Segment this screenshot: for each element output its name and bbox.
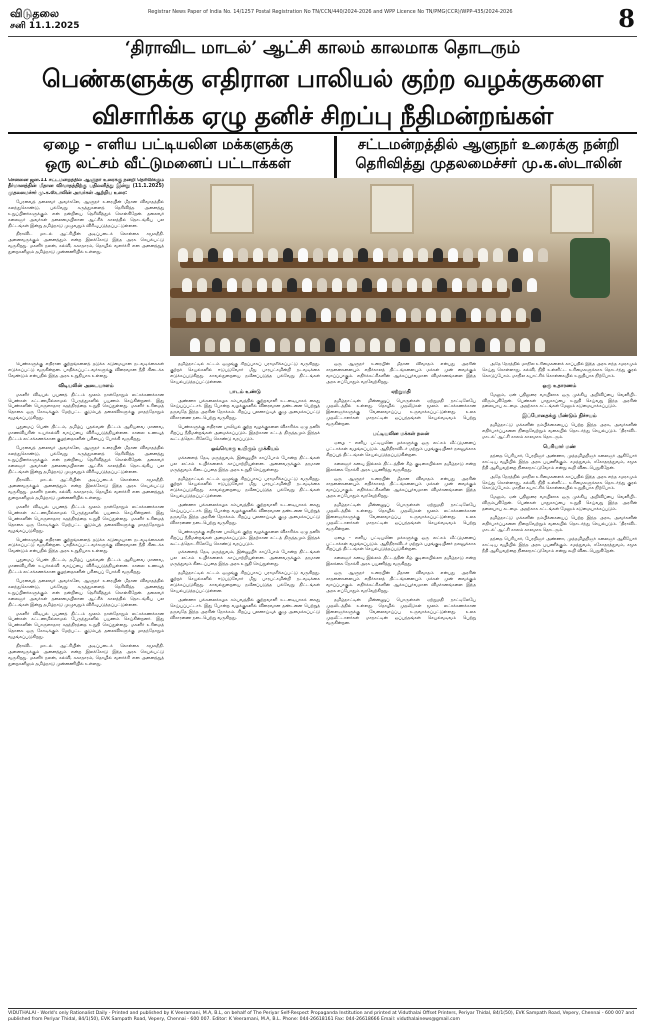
- photo-person: [223, 248, 233, 262]
- photo-person: [283, 248, 293, 262]
- article-paragraph: மகளிர் விடியல் பயணத் திட்டம் மூலம் நாள்தோறும் லட்சக்கணக்கான பெண்கள் கட்டணமில்லாமல் பேருந்துகளில் பயணம் செய்கின்றனர். இது பெண்களின் பொருளாதார சுதந்திரத்தை உறுதி செய்துள்ளது. மகளிர் உரிமைத் தொகை ஒரு கோடிக்கும் மேற்பட்ட குடும்பத் தலைவிகளுக்கு மாதந்தோறும் வழங்கப்படுகிறது.: [8, 392, 164, 422]
- photo-person: [396, 308, 406, 322]
- photo-person: [433, 248, 443, 262]
- photo-person: [501, 308, 511, 322]
- article-paragraph: பெண்களுக்கு எதிரான பாலியல் குற்ற வழக்குகளை விசாரிக்க ஏழு தனிச் சிறப்பு நீதிமன்றங்கள் அமைக்கப்படும். இதற்கான சட்டத் திருத்தமும் இந்தக் கூட்டத்தொடரிலேயே கொண்டு வரப்படும்.: [170, 425, 320, 442]
- article-column-1a: [8, 178, 164, 358]
- subhead-right: சட்டமன்றத்தில் ஆளுநர் உரைக்கு நன்றி தெரிவித்து முதலமைச்சர் மு.க.ஸ்டாலின்: [334, 136, 640, 193]
- article-paragraph: பேரவைத் தலைவர் அவர்களே, ஆளுநர் உரையின் மீதான விவாதத்தில் கலந்துகொண்டு, பல்வேறு கருத்துகளைத் தெரிவித்த அனைத்து உறுப்பினர்களுக்கும் என் நன்றியை தெரிவித்துக் கொள்கிறேன். தலைவர் கலைஞர் அவர்கள் தலைமையிலான ஆட்சிக் காலத்தில் தொடங்கிய பல திட்டங்கள் இன்று தமிழ்நாடு முழுவதும் விரிவுபடுத்தப்பட்டுள்ளன.: [8, 445, 164, 475]
- photo-person: [332, 278, 342, 292]
- photo-person: [287, 278, 297, 292]
- photo-person: [505, 338, 515, 352]
- article-lead: சென்னை ஜன.11 சட்டமன்றத்தில் ஆளுநர் உரைக்கு நன்றி தெரிவிக்கும் தீர்மானத்தின் மீதான விவாதத்திற்கு பதிலளித்து இன்று (11.1.2025) முதலமைச்சர் மு.க.ஸ்டாலின் அவர்கள் ஆற்றிய உரை:: [8, 178, 164, 196]
- photo-person: [460, 338, 470, 352]
- photo-person: [486, 308, 496, 322]
- article-subheading: ஏற்றுமதி: [391, 388, 411, 395]
- article-subheading: பெரியார் மண்: [543, 443, 576, 450]
- imprint-footer: VIDUTHALAI - World's only Rationalist Daily - Printed and published by K Veeramani, M.A, B.L, on behalf of The Periyar Self-Respect Propaganda Institution and printed at Viduthalai Offset Printers, Periyar Thidal, 84/1(50), EVK Sampath Road, Vepery, Chennai - 600 007 and published from Periyar Thidal, 84/1(50), EVK Sampath Road, Vepery, Chennai - 600 007. Editor: K Veeramani, M.A, B.L. Phone: 044-26618161 Fax: 044-26618666 Email: viduthalainews@gmail.com: [8, 1008, 637, 1023]
- photo-person: [377, 278, 387, 292]
- article-paragraph: பெண்களுக்கு எதிரான குற்றங்களைத் தடுக்க கடுமையான நடவடிக்கைகள் எடுக்கப்பட்டு வருகின்றன. பாதிக்கப்பட்டவர்களுக்கு விரைவான நீதி கிடைக்க வேண்டும் என்பதில் இந்த அரசு உறுதியாக உள்ளது.: [8, 362, 164, 379]
- photo-person: [182, 278, 192, 292]
- photo-person: [313, 248, 323, 262]
- photo-person: [208, 248, 218, 262]
- article-paragraph: பேரவைத் தலைவர் அவர்களே, ஆளுநர் உரையின் மீதான விவாதத்தில் கலந்துகொண்டு, பல்வேறு கருத்துகளைத் தெரிவித்த அனைத்து உறுப்பினர்களுக்கும் என் நன்றியை தெரிவித்துக் கொள்கிறேன். தலைவர் கலைஞர் அவர்கள் தலைமையிலான ஆட்சிக் காலத்தில் தொடங்கிய பல திட்டங்கள் இன்று தமிழ்நாடு முழுவதும் விரிவுபடுத்தப்பட்டுள்ளன.: [8, 199, 164, 229]
- photo-person: [535, 338, 545, 352]
- article-paragraph: மேலும், ஏன் பதிலுரை வாயிலாக ஒரு முக்கிய அறிவிப்பை வெளியிட விரும்புகிறேன். பெண்கள் பாதுகாப்பை உறுதி செய்வது இந்த அரசின் தலையாய கடமை. அதற்காக சட்டங்கள் மேலும் கடுமையாக்கப்படும்.: [482, 392, 637, 410]
- masthead: [8, 6, 637, 37]
- photo-person: [325, 338, 335, 352]
- photo-person: [190, 338, 200, 352]
- photo-person: [430, 338, 440, 352]
- photo-person: [295, 338, 305, 352]
- photo-person: [475, 338, 485, 352]
- photo-person: [235, 338, 245, 352]
- article-paragraph: தமிழ்நாட்டில் சட்டம் ஒழுங்கு சிறப்பாகப் பராமரிக்கப்பட்டு வருகிறது. குற்றச் செயல்களில் ஈடுபடுவோர் மீது பாரபட்சமின்றி நடவடிக்கை எடுக்கப்படுகிறது. காவல்துறையை நவீனப்படுத்த பல்வேறு திட்டங்கள் செயல்படுத்தப்பட்டுள்ளன.: [170, 476, 320, 500]
- article-paragraph: அண்ணா பல்கலைக்கழக சம்பவத்தில் குற்றவாளி உடனடியாகக் கைது செய்யப்பட்டார். இது போன்ற வழக்குகளில் விரைவான தண்டனை பெற்றுத் தருவதே இந்த அரசின் நோக்கம். சிறப்பு புலனாய்வுக் குழு அமைக்கப்பட்டு விசாரணை நடைபெற்று வருகிறது.: [170, 597, 320, 621]
- article-paragraph: ஏழை – எளிய பட்டியலின மக்களுக்கு ஒரு லட்சம் வீட்டுமனைப் பட்டாக்கள் வழங்கப்படும். ஆதிதிராவிடர் மற்றும் பழங்குடியினர் நலனுக்காக சிறப்புத் திட்டங்கள் செயல்படுத்தப்படுகின்றன.: [326, 440, 476, 458]
- article-paragraph: பேரவைத் தலைவர் அவர்களே, ஆளுநர் உரையின் மீதான விவாதத்தில் கலந்துகொண்டு, பல்வேறு கருத்துகளைத் தெரிவித்த அனைத்து உறுப்பினர்களுக்கும் என் நன்றியை தெரிவித்துக் கொள்கிறேன். தலைவர் கலைஞர் அவர்கள் தலைமையிலான ஆட்சிக் காலத்தில் தொடங்கிய பல திட்டங்கள் இன்று தமிழ்நாடு முழுவதும் விரிவுபடுத்தப்பட்டுள்ளன.: [8, 579, 164, 608]
- photo-person: [306, 308, 316, 322]
- photo-person: [467, 278, 477, 292]
- photo-person: [276, 308, 286, 322]
- article-paragraph: ஒரு ஆளுநர் உரையின் மீதான விவாதம் என்பது அரசின் சாதனைகளையும் எதிர்காலத் திட்டங்களையும் மக்கள் முன் வைக்கும் வாய்ப்பாகும். எதிர்க்கட்சிகளின் ஆக்கப்பூர்வமான விமர்சனங்களை இந்த அரசு எப்போதும் வரவேற்கிறது.: [326, 571, 476, 594]
- subhead-rule: [8, 132, 637, 134]
- photo-person: [362, 278, 372, 292]
- article-paragraph: மகளிர் விடியல் பயணத் திட்டம் மூலம் நாள்தோறும் லட்சக்கணக்கான பெண்கள் கட்டணமில்லாமல் பேருந்துகளில் பயணம் செய்கின்றனர். இது பெண்களின் பொருளாதார சுதந்திரத்தை உறுதி செய்துள்ளது. மகளிர் உரிமைத் தொகை ஒரு கோடிக்கும் மேற்பட்ட குடும்பத் தலைவிகளுக்கு மாதந்தோறும் வழங்கப்படுகிறது.: [8, 505, 164, 534]
- photo-person: [493, 248, 503, 262]
- assembly-photo: [170, 178, 637, 356]
- photo-person: [212, 278, 222, 292]
- article-paragraph: ஏழை – எளிய பட்டியலின மக்களுக்கு ஒரு லட்சம் வீட்டுமனைப் பட்டாக்கள் வழங்கப்படும். ஆதிதிராவிடர் மற்றும் பழங்குடியினர் நலனுக்காக சிறப்புத் திட்டங்கள் செயல்படுத்தப்படுகின்றன.: [326, 535, 476, 553]
- photo-person: [261, 308, 271, 322]
- photo-person: [205, 338, 215, 352]
- article-paragraph: அதே நேரத்தில் மாநில உரிமைகளைக் காப்பதில் இந்த அரசு எந்த சமரசமும் செய்து கொள்ளாது. கல்வி, நிதி உள்ளிட்ட உரிமைகளுக்காக தொடர்ந்து குரல் கொடுப்போம். மாநில சுயாட்சிக் கொள்கையில் உறுதியாக நிற்போம்.: [482, 362, 637, 379]
- article-subheading: பாடம் உண்டு: [229, 388, 261, 395]
- issue-date: சனி 11.1.2025: [10, 21, 80, 31]
- photo-person: [216, 308, 226, 322]
- photo-person: [516, 308, 526, 322]
- photo-person: [328, 248, 338, 262]
- photo-person: [336, 308, 346, 322]
- photo-person: [253, 248, 263, 262]
- photo-person: [463, 248, 473, 262]
- article-paragraph: தந்தை பெரியார், பேரறிஞர் அண்ணா, முத்தமிழறிஞர் கலைஞர் ஆகியோர் காட்டிய வழியில் இந்த அரசு பயணிக்கும். சமத்துவம், சகோதரத்துவம், சமூக நீதி ஆகியவற்றை நிலைநாட்டுவோம் என்று கூறி விடைபெறுகிறேன்.: [482, 453, 637, 471]
- article-paragraph: தமிழ்நாட்டில் சட்டம் ஒழுங்கு சிறப்பாகப் பராமரிக்கப்பட்டு வருகிறது. குற்றச் செயல்களில் ஈடுபடுவோர் மீது பாரபட்சமின்றி நடவடிக்கை எடுக்கப்படுகிறது. காவல்துறையை நவீனப்படுத்த பல்வேறு திட்டங்கள் செயல்படுத்தப்பட்டுள்ளன.: [170, 362, 320, 385]
- photo-person: [272, 278, 282, 292]
- article-subheading: ஒரு உதாரணம்: [542, 382, 577, 389]
- photo-person: [448, 248, 458, 262]
- photo-person: [456, 308, 466, 322]
- photo-person: [340, 338, 350, 352]
- photo-person: [257, 278, 267, 292]
- article-column-4: [482, 362, 637, 1002]
- photo-person: [452, 278, 462, 292]
- article-paragraph: தமிழ்நாட்டு மக்களின் நம்பிக்கையைப் பெற்ற இந்த அரசு, அவர்களின் எதிர்பார்ப்புகளை நிறைவேற்றும் வகையில் தொடர்ந்து செயல்படும். ‘திராவிட மாடல்’ ஆட்சி காலம் காலமாக தொடரும்.: [482, 423, 637, 441]
- photo-person: [268, 248, 278, 262]
- photo-person: [310, 338, 320, 352]
- article-paragraph: ஒரு ஆளுநர் உரையின் மீதான விவாதம் என்பது அரசின் சாதனைகளையும் எதிர்காலத் திட்டங்களையும் மக்கள் முன் வைக்கும் வாய்ப்பாகும். எதிர்க்கட்சிகளின் ஆக்கப்பூர்வமான விமர்சனங்களை இந்த அரசு எப்போதும் வரவேற்கிறது.: [326, 476, 476, 500]
- article-paragraph: தமிழ்நாட்டு மக்களின் நம்பிக்கையைப் பெற்ற இந்த அரசு, அவர்களின் எதிர்பார்ப்புகளை நிறைவேற்றும் வகையில் தொடர்ந்து செயல்படும். ‘திராவிட மாடல்’ ஆட்சி காலம் காலமாக தொடரும்.: [482, 516, 637, 533]
- article-column-1: [8, 362, 164, 1002]
- article-paragraph: ஒரு ஆளுநர் உரையின் மீதான விவாதம் என்பது அரசின் சாதனைகளையும் எதிர்காலத் திட்டங்களையும் மக்கள் முன் வைக்கும் வாய்ப்பாகும். எதிர்க்கட்சிகளின் ஆக்கப்பூர்வமான விமர்சனங்களை இந்த அரசு எப்போதும் வரவேற்கிறது.: [326, 362, 476, 385]
- photo-person: [385, 338, 395, 352]
- article-subheading: இப்போதைக்கு மீண்டும் நிச்சயம்: [522, 413, 597, 420]
- photo-person: [441, 308, 451, 322]
- main-headline: பெண்களுக்கு எதிரான பாலியல் குற்ற வழக்குகளை விசாரிக்க ஏழு தனிச் சிறப்பு நீதிமன்றங்கள்: [41, 64, 604, 130]
- article-subheading: ஒவ்வொரு உயிரும் முக்கியம்: [211, 445, 279, 452]
- photo-person: [523, 248, 533, 262]
- article-paragraph: புதுமைப் பெண் திட்டம், தமிழ்ப் புதல்வன் திட்டம் ஆகியவை மாணவ, மாணவியரின் உயர்கல்வி வாய்ப்பை விரிவுபடுத்தியுள்ளன. காலை உணவுத் திட்டம் லட்சக்கணக்கான குழந்தைகளின் பசியைப் போக்கி வருகிறது.: [8, 558, 164, 576]
- article-paragraph: மேலும், ஏன் பதிலுரை வாயிலாக ஒரு முக்கிய அறிவிப்பை வெளியிட விரும்புகிறேன். பெண்கள் பாதுகாப்பை உறுதி செய்வது இந்த அரசின் தலையாய கடமை. அதற்காக சட்டங்கள் மேலும் கடுமையாக்கப்படும்.: [482, 495, 637, 513]
- photo-person: [437, 278, 447, 292]
- article-paragraph: மக்களைத் தேடி மருத்துவம், இன்னுயிர் காப்போம் போன்ற திட்டங்கள் பல லட்சம் உயிர்களைக் காப்பாற்றியுள்ளன. அனைவருக்கும் தரமான மருத்துவம் கிடைப்பதை இந்த அரசு உறுதி செய்துள்ளது.: [170, 550, 320, 568]
- page-number: 8: [618, 4, 635, 33]
- photo-person: [355, 338, 365, 352]
- photo-person: [280, 338, 290, 352]
- photo-window: [370, 184, 414, 234]
- photo-person: [508, 248, 518, 262]
- photo-person: [407, 278, 417, 292]
- photo-person: [366, 308, 376, 322]
- article-paragraph: பெண்களுக்கு எதிரான குற்றங்களைத் தடுக்க கடுமையான நடவடிக்கைகள் எடுக்கப்பட்டு வருகின்றன. பாதிக்கப்பட்டவர்களுக்கு விரைவான நீதி கிடைக்க வேண்டும் என்பதில் இந்த அரசு உறுதியாக உள்ளது.: [8, 537, 164, 555]
- photo-person: [302, 278, 312, 292]
- photo-person: [227, 278, 237, 292]
- photo-person: [370, 338, 380, 352]
- photo-person: [347, 278, 357, 292]
- newspaper-logo: விடுதலை: [10, 7, 60, 20]
- article-subheading: விடியலின் அடையாளம்: [58, 382, 114, 389]
- article-paragraph: தந்தை பெரியார், பேரறிஞர் அண்ணா, முத்தமிழறிஞர் கலைஞர் ஆகியோர் காட்டிய வழியில் இந்த அரசு பயணிக்கும். சமத்துவம், சகோதரத்துவம், சமூக நீதி ஆகியவற்றை நிலைநாட்டுவோம் என்று கூறி விடைபெறுகிறேன்.: [482, 536, 637, 554]
- article-paragraph: தமிழ்நாட்டில் சட்டம் ஒழுங்கு சிறப்பாகப் பராமரிக்கப்பட்டு வருகிறது. குற்றச் செயல்களில் ஈடுபடுவோர் மீது பாரபட்சமின்றி நடவடிக்கை எடுக்கப்படுகிறது. காவல்துறையை நவீனப்படுத்த பல்வேறு திட்டங்கள் செயல்படுத்தப்பட்டுள்ளன.: [170, 571, 320, 594]
- photo-person: [418, 248, 428, 262]
- headline-kicker: ‘திராவிட மாடல்’ ஆட்சி காலம் காலமாக தொடரும்: [124, 38, 521, 58]
- photo-person: [490, 338, 500, 352]
- article-paragraph: கலைஞர் கனவு இல்லம் திட்டத்தின் கீழ் குடிசையில்லா தமிழ்நாடு என்ற இலக்கை நோக்கி அரசு பயணித்து வருகிறது.: [326, 461, 476, 473]
- article-paragraph: கலைஞர் கனவு இல்லம் திட்டத்தின் கீழ் குடிசையில்லா தமிழ்நாடு என்ற இலக்கை நோக்கி அரசு பயணித்து வருகிறது.: [326, 556, 476, 568]
- article-paragraph: திராவிட மாடல் ஆட்சியின் அடிப்படைக் கொள்கை சமூகநீதி. அனைவருக்கும் அனைத்தும் என்ற இலக்கோடு இந்த அரசு செயல்பட்டு வருகிறது. மகளிர் நலன், கல்வி, சுகாதாரம், தொழில் வளர்ச்சி என அனைத்துத் துறைகளிலும் தமிழ்நாடு முன்னணியில் உள்ளது.: [8, 644, 164, 667]
- photo-person: [415, 338, 425, 352]
- article-paragraph: பெண்களுக்கு எதிரான பாலியல் குற்ற வழக்குகளை விசாரிக்க ஏழு தனிச் சிறப்பு நீதிமன்றங்கள் அமைக்கப்படும். இதற்கான சட்டத் திருத்தமும் இந்தக் கூட்டத்தொடரிலேயே கொண்டு வரப்படும்.: [170, 529, 320, 547]
- article-column-2: [170, 362, 320, 1002]
- photo-person: [351, 308, 361, 322]
- photo-person: [403, 248, 413, 262]
- photo-person: [321, 308, 331, 322]
- photo-person: [193, 248, 203, 262]
- article-paragraph: அண்ணா பல்கலைக்கழக சம்பவத்தில் குற்றவாளி உடனடியாகக் கைது செய்யப்பட்டார். இது போன்ற வழக்குகளில் விரைவான தண்டனை பெற்றுத் தருவதே இந்த அரசின் நோக்கம். சிறப்பு புலனாய்வுக் குழு அமைக்கப்பட்டு விசாரணை நடைபெற்று வருகிறது.: [170, 398, 320, 422]
- photo-person: [538, 248, 548, 262]
- photo-person: [197, 278, 207, 292]
- photo-person: [343, 248, 353, 262]
- photo-person: [250, 338, 260, 352]
- article-paragraph: தமிழ்நாட்டின் மின்னணுப் பொருள்கள் ஏற்றுமதி நாட்டிலேயே முதலிடத்தில் உள்ளது. தொழில் முதலீடுகள் மூலம் லட்சக்கணக்கான இளைஞர்களுக்கு வேலைவாய்ப்பு உருவாக்கப்பட்டுள்ளது. உலக முதலீட்டாளர்கள் மாநாட்டின் ஒப்பந்தங்கள் செயல்வடிவம் பெற்று வருகின்றன.: [326, 597, 476, 627]
- registration-line: Registrar News Paper of India No. 14/1257 Postal Registration No TN/CCN/440/2024-2026 and WPP Licence No TN/PMG(CCR)/WPP-435/2024-2026: [148, 9, 513, 15]
- photo-person: [242, 278, 252, 292]
- article-paragraph: திராவிட மாடல் ஆட்சியின் அடிப்படைக் கொள்கை சமூகநீதி. அனைவருக்கும் அனைத்தும் என்ற இலக்கோடு இந்த அரசு செயல்பட்டு வருகிறது. மகளிர் நலன், கல்வி, சுகாதாரம், தொழில் வளர்ச்சி என அனைத்துத் துறைகளிலும் தமிழ்நாடு முன்னணியில் உள்ளது.: [8, 232, 164, 256]
- photo-person: [291, 308, 301, 322]
- photo-person: [231, 308, 241, 322]
- article-subheading: பட்டியலின மக்கள் நலன்: [372, 431, 430, 438]
- photo-person: [520, 338, 530, 352]
- article-paragraph: அதே நேரத்தில் மாநில உரிமைகளைக் காப்பதில் இந்த அரசு எந்த சமரசமும் செய்து கொள்ளாது. கல்வி, நிதி உள்ளிட்ட உரிமைகளுக்காக தொடர்ந்து குரல் கொடுப்போம். மாநில சுயாட்சிக் கொள்கையில் உறுதியாக நிற்போம்.: [482, 474, 637, 492]
- photo-person: [400, 338, 410, 352]
- photo-person: [392, 278, 402, 292]
- photo-person: [381, 308, 391, 322]
- article-paragraph: தமிழ்நாட்டின் மின்னணுப் பொருள்கள் ஏற்றுமதி நாட்டிலேயே முதலிடத்தில் உள்ளது. தொழில் முதலீடுகள் மூலம் லட்சக்கணக்கான இளைஞர்களுக்கு வேலைவாய்ப்பு உருவாக்கப்பட்டுள்ளது. உலக முதலீட்டாளர்கள் மாநாட்டின் ஒப்பந்தங்கள் செயல்வடிவம் பெற்று வருகின்றன.: [326, 398, 476, 428]
- photo-speaker-chair: [570, 238, 610, 298]
- photo-person: [178, 248, 188, 262]
- article-paragraph: அண்ணா பல்கலைக்கழக சம்பவத்தில் குற்றவாளி உடனடியாகக் கைது செய்யப்பட்டார். இது போன்ற வழக்குகளில் விரைவான தண்டனை பெற்றுத் தருவதே இந்த அரசின் நோக்கம். சிறப்பு புலனாய்வுக் குழு அமைக்கப்பட்டு விசாரணை நடைபெற்று வருகிறது.: [170, 503, 320, 526]
- photo-person: [373, 248, 383, 262]
- photo-person: [186, 308, 196, 322]
- photo-person: [426, 308, 436, 322]
- photo-person: [422, 278, 432, 292]
- photo-person: [497, 278, 507, 292]
- photo-person: [531, 308, 541, 322]
- photo-person: [317, 278, 327, 292]
- photo-person: [358, 248, 368, 262]
- photo-person: [482, 278, 492, 292]
- photo-person: [238, 248, 248, 262]
- article-column-3: [326, 362, 476, 1002]
- photo-person: [201, 308, 211, 322]
- photo-window: [210, 184, 254, 234]
- photo-person: [471, 308, 481, 322]
- article-paragraph: மகளிர் விடியல் பயணத் திட்டம் மூலம் நாள்தோறும் லட்சக்கணக்கான பெண்கள் கட்டணமில்லாமல் பேருந்துகளில் பயணம் செய்கின்றனர். இது பெண்களின் பொருளாதார சுதந்திரத்தை உறுதி செய்துள்ளது. மகளிர் உரிமைத் தொகை ஒரு கோடிக்கும் மேற்பட்ட குடும்பத் தலைவிகளுக்கு மாதந்தோறும் வழங்கப்படுகிறது.: [8, 611, 164, 641]
- photo-person: [388, 248, 398, 262]
- photo-person: [298, 248, 308, 262]
- article-paragraph: தமிழ்நாட்டின் மின்னணுப் பொருள்கள் ஏற்றுமதி நாட்டிலேயே முதலிடத்தில் உள்ளது. தொழில் முதலீடுகள் மூலம் லட்சக்கணக்கான இளைஞர்களுக்கு வேலைவாய்ப்பு உருவாக்கப்பட்டுள்ளது. உலக முதலீட்டாளர்கள் மாநாட்டின் ஒப்பந்தங்கள் செயல்வடிவம் பெற்று வருகின்றன.: [326, 503, 476, 532]
- article-paragraph: மக்களைத் தேடி மருத்துவம், இன்னுயிர் காப்போம் போன்ற திட்டங்கள் பல லட்சம் உயிர்களைக் காப்பாற்றியுள்ளன. அனைவருக்கும் தரமான மருத்துவம் கிடைப்பதை இந்த அரசு உறுதி செய்துள்ளது.: [170, 455, 320, 473]
- subhead-left: ஏழை – எளிய பட்டியலின மக்களுக்கு ஒரு லட்சம் வீட்டுமனைப் பட்டாக்கள்: [42, 137, 294, 172]
- article-paragraph: திராவிட மாடல் ஆட்சியின் அடிப்படைக் கொள்கை சமூகநீதி. அனைவருக்கும் அனைத்தும் என்ற இலக்கோடு இந்த அரசு செயல்பட்டு வருகிறது. மகளிர் நலன், கல்வி, சுகாதாரம், தொழில் வளர்ச்சி என அனைத்துத் துறைகளிலும் தமிழ்நாடு முன்னணியில் உள்ளது.: [8, 478, 164, 502]
- article-paragraph: புதுமைப் பெண் திட்டம், தமிழ்ப் புதல்வன் திட்டம் ஆகியவை மாணவ, மாணவியரின் உயர்கல்வி வாய்ப்பை விரிவுபடுத்தியுள்ளன. காலை உணவுத் திட்டம் லட்சக்கணக்கான குழந்தைகளின் பசியைப் போக்கி வருகிறது.: [8, 425, 164, 442]
- photo-window: [550, 184, 594, 234]
- photo-person: [411, 308, 421, 322]
- photo-person: [246, 308, 256, 322]
- photo-person: [512, 278, 522, 292]
- photo-person: [220, 338, 230, 352]
- photo-person: [527, 278, 537, 292]
- photo-person: [445, 338, 455, 352]
- photo-person: [478, 248, 488, 262]
- photo-person: [265, 338, 275, 352]
